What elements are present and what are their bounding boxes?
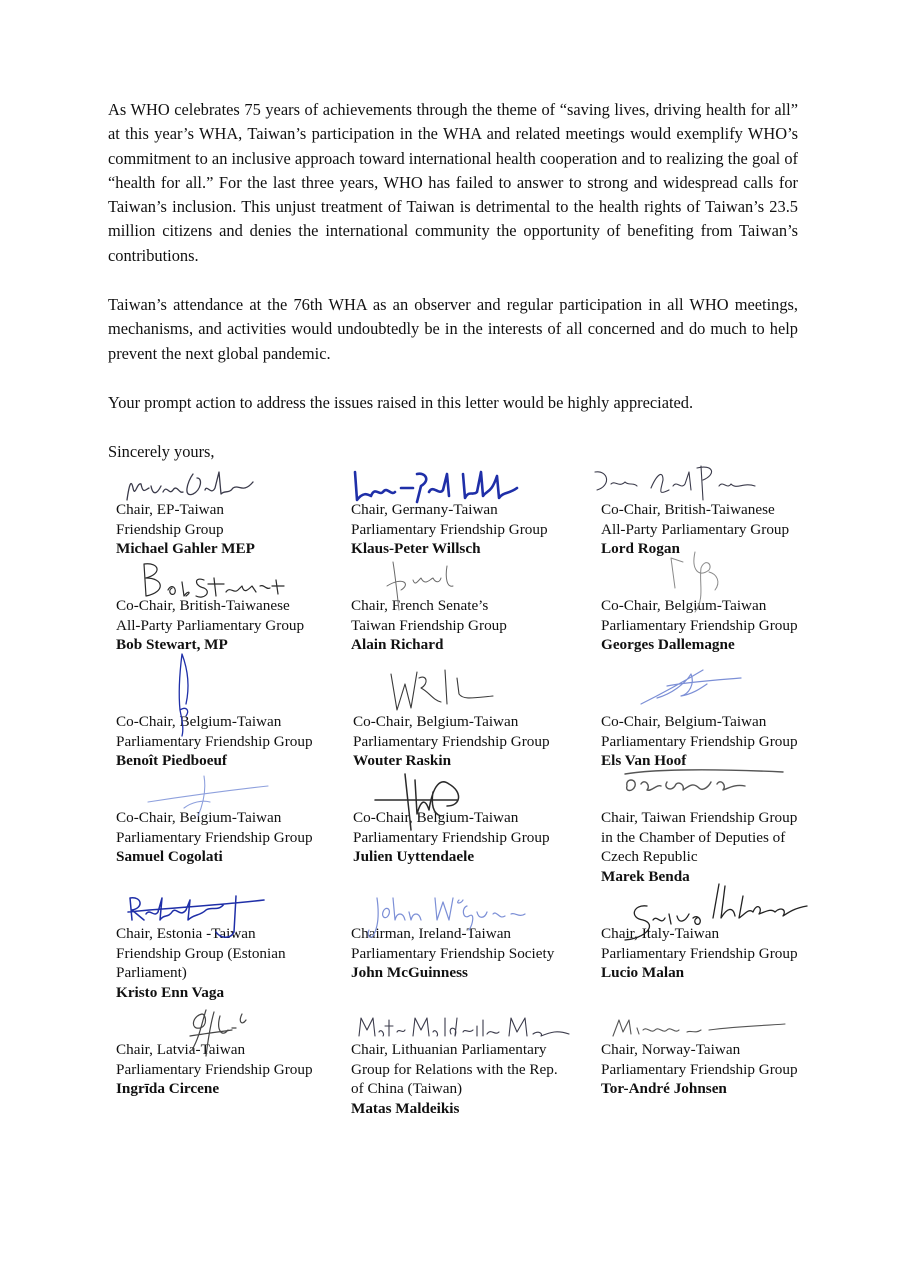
handwritten-signature <box>355 1012 575 1042</box>
signatory-name: Alain Richard <box>351 636 444 654</box>
signatory-name: Bob Stewart, MP <box>116 636 228 654</box>
signatory-title-line: Parliamentary Friendship Group <box>116 732 313 750</box>
signatory-title-line: Friendship Group (Estonian <box>116 944 286 962</box>
signatory-name: Michael Gahler MEP <box>116 540 255 558</box>
signatory-name: Lord Rogan <box>601 540 680 558</box>
signatory-name: Matas Maldeikis <box>351 1100 460 1118</box>
signature-block-matas-maldeikis <box>351 1040 591 1119</box>
signatory-title-line: Chair, Latvia-Taiwan <box>116 1041 246 1058</box>
signatory-title-line: Chair, Taiwan Friendship Group <box>601 809 798 826</box>
signatory-name: Marek Benda <box>601 868 690 886</box>
signatory-title-line: Co-Chair, British-Taiwanese <box>116 597 290 614</box>
signatory-title-line: Co-Chair, Belgium-Taiwan <box>353 809 519 826</box>
signatory-name: Julien Uyttendaele <box>353 848 475 866</box>
signatory-title-line: Parliamentary Friendship Group <box>601 732 798 750</box>
signatory-name: Samuel Cogolati <box>116 848 223 866</box>
signatory-title-line: Chair, Italy-Taiwan <box>601 925 720 942</box>
signatory-title-line: Taiwan Friendship Group <box>351 616 507 634</box>
signatory-name: Kristo Enn Vaga <box>116 984 225 1002</box>
signature-block-wouter-raskin <box>353 712 593 771</box>
signatory-title-line: Parliamentary Friendship Group <box>353 828 550 846</box>
handwritten-signature <box>383 664 503 716</box>
signature-block-tor-andre-johnsen <box>601 1040 841 1099</box>
signature-block-samuel-cogolati <box>116 808 356 867</box>
signatory-name: Ingrīda Circene <box>116 1080 220 1098</box>
signatory-name: Els Van Hoof <box>601 752 687 770</box>
signatory-title-line: Parliamentary Friendship Group <box>601 616 798 634</box>
signatory-title-line: Parliament) <box>116 964 187 982</box>
signatory-title-line: Czech Republic <box>601 848 698 866</box>
signature-block-georges-dallemagne <box>601 596 841 655</box>
signature-block-benoit-piedboeuf <box>116 712 356 771</box>
signatory-title-line: Chairman, Ireland-Taiwan <box>351 925 512 942</box>
signatory-title-line: in the Chamber of Deputies of <box>601 828 786 846</box>
signatory-title-line: Chair, Germany-Taiwan <box>351 501 498 518</box>
signatory-name: Wouter Raskin <box>353 752 452 770</box>
signatory-name: Tor-André Johnsen <box>601 1080 727 1098</box>
signatory-title-line: Co-Chair, Belgium-Taiwan <box>116 809 282 826</box>
signature-block-klaus-peter-willsch <box>351 500 591 559</box>
signatory-title-line: Parliamentary Friendship Group <box>601 944 798 962</box>
signatory-title-line: Parliamentary Friendship Group <box>116 828 313 846</box>
signatory-title-line: Co-Chair, Belgium-Taiwan <box>116 713 282 730</box>
signature-block-kristo-enn-vaga <box>116 924 356 1003</box>
signatory-title-line: Chair, Lithuanian Parliamentary <box>351 1041 547 1058</box>
signatory-title-line: Parliamentary Friendship Group <box>353 732 550 750</box>
signatory-title-line: Friendship Group <box>116 520 224 538</box>
signature-block-bob-stewart <box>116 596 356 655</box>
signature-block-lucio-malan <box>601 924 841 983</box>
signatory-name: Georges Dallemagne <box>601 636 735 654</box>
handwritten-signature <box>637 664 747 708</box>
signatory-title-line: Chair, French Senate’s <box>351 597 489 614</box>
signature-block-lord-rogan <box>601 500 841 559</box>
signatory-title-line: of China (Taiwan) <box>351 1080 463 1098</box>
handwritten-signature <box>609 1014 789 1040</box>
body-paragraph-2: Taiwan’s attendance at the 76th WHA as an observer and regular participation in all WHO meetings, mechanisms, and activities would undoubtedly be in the interests of all concerned and do much to help prevent the next global pandemic. <box>108 295 798 363</box>
signatory-title-line: All-Party Parliamentary Group <box>601 520 790 538</box>
signature-block-julien-uyttendaele <box>353 808 593 867</box>
signatory-title-line: Co-Chair, Belgium-Taiwan <box>601 597 767 614</box>
signatory-name: John McGuinness <box>351 964 468 982</box>
signatory-title-line: Group for Relations with the Rep. <box>351 1060 558 1078</box>
signature-block-els-van-hoof <box>601 712 841 771</box>
signature-block-john-mcguinness <box>351 924 591 983</box>
signatory-title-line: Co-Chair, Belgium-Taiwan <box>353 713 519 730</box>
signatory-name: Klaus-Peter Willsch <box>351 540 481 558</box>
signatory-title-line: Co-Chair, British-Taiwanese <box>601 501 775 518</box>
signatory-title-line: Parliamentary Friendship Group <box>351 520 548 538</box>
signatory-title-line: Parliamentary Friendship Society <box>351 944 555 962</box>
signature-block-marek-benda <box>601 808 841 887</box>
signatory-title-line: All-Party Parliamentary Group <box>116 616 305 634</box>
body-paragraph-3: Your prompt action to address the issues raised in this letter would be highly appreciated. <box>108 393 694 412</box>
body-paragraph-1: As WHO celebrates 75 years of achievements through the theme of “saving lives, driving health for all” at this year’s WHA, Taiwan’s participation in the WHA and related meetings would exemplify WHO’s commitment to an inclusive approach toward international health cooperation and to realizing the goal of “health for all.” For the last three years, WHO has failed to answer to strong and widespread calls for Taiwan’s inclusion. This unjust treatment of Taiwan is detrimental to the health rights of Taiwan’s 23.5 million citizens and denies the international community the opportunity of benefiting from Taiwan’s contributions. <box>108 100 798 265</box>
signatory-title-line: Chair, EP-Taiwan <box>116 501 224 518</box>
signatory-name: Lucio Malan <box>601 964 685 982</box>
signatory-title-line: Parliamentary Friendship Group <box>116 1060 313 1078</box>
signatory-title-line: Chair, Estonia -Taiwan <box>116 925 256 942</box>
signatory-title-line: Parliamentary Friendship Group <box>601 1060 798 1078</box>
signature-block-michael-gahler <box>116 500 356 559</box>
signature-block-ingrida-circene <box>116 1040 356 1099</box>
signatory-title-line: Co-Chair, Belgium-Taiwan <box>601 713 767 730</box>
signatory-name: Benoît Piedboeuf <box>116 752 227 770</box>
closing-line: Sincerely yours, <box>108 442 215 461</box>
signatory-title-line: Chair, Norway-Taiwan <box>601 1041 741 1058</box>
signature-block-alain-richard <box>351 596 591 655</box>
